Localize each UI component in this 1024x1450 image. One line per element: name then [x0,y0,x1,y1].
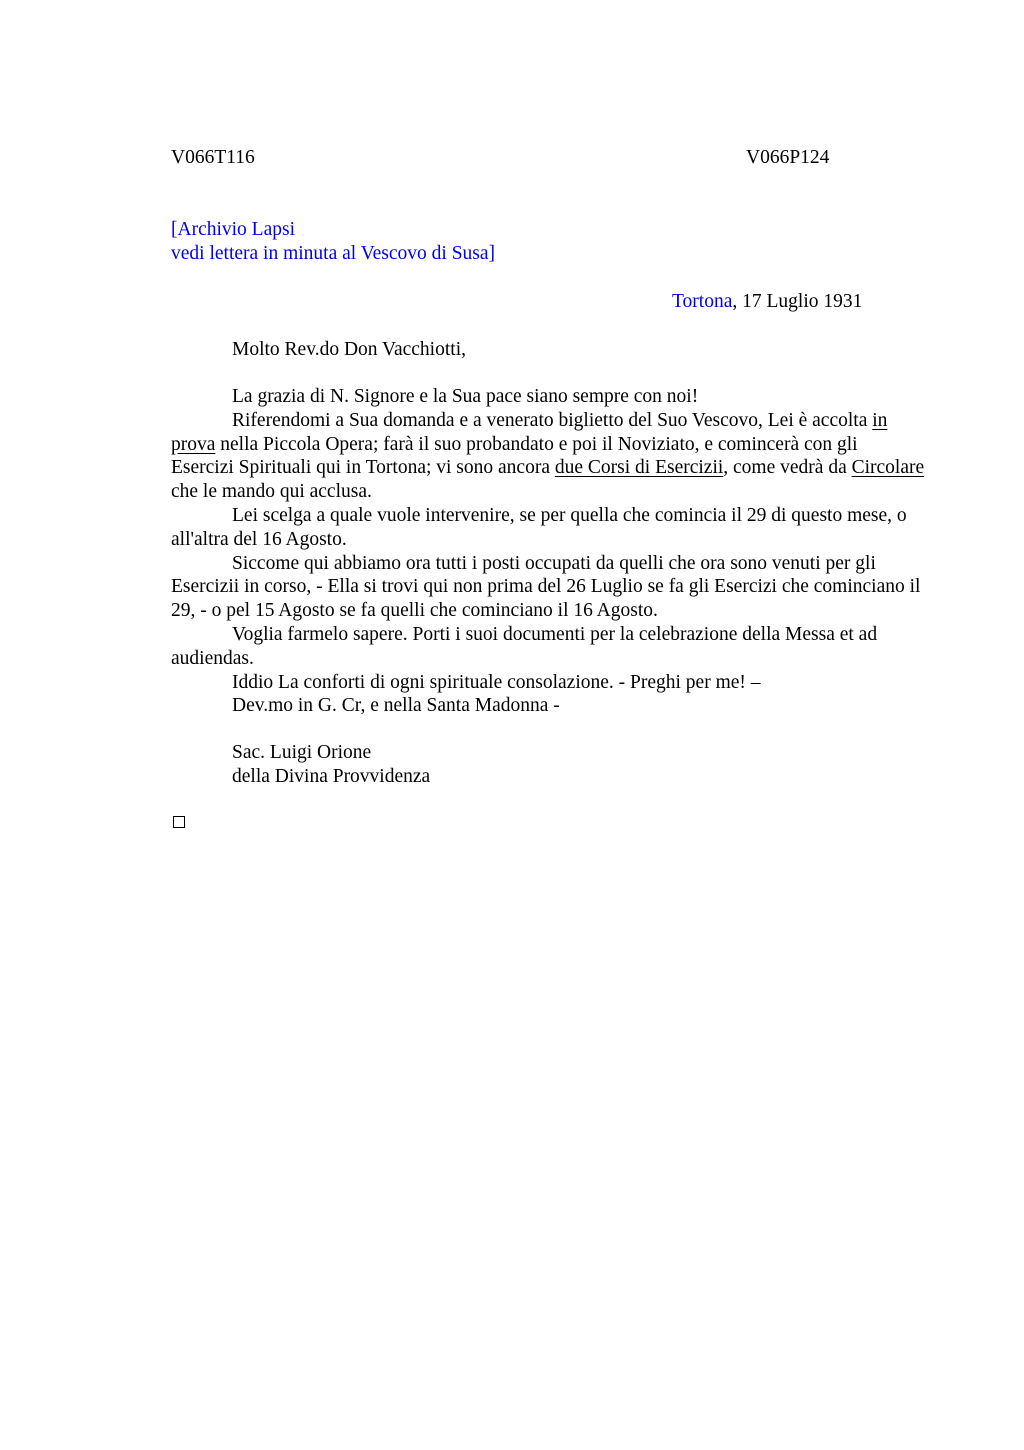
document-code-right: V066P124 [746,147,830,168]
end-box-icon [173,816,185,828]
acceptance-text-2: nella Piccola Opera; farà il suo probandato e poi il Noviziato, e comincerà con gli Esercizi Spirituali qui in Tortona; vi sono ancora [171,433,858,479]
arrival-paragraph: Siccome qui abbiamo ora tutti i posti occupati da quelli che ora sono venuti per gli Esercizii in corso, - Ella si trovi qui non prima del 26 Luglio se fa gli Esercizi che cominciano il 29, - o pel 15 Agosto se fa quelli che cominciano il 16 Agosto. [171,552,921,622]
acceptance-text-1: Riferendomi a Sua domanda e a venerato biglietto del Suo Vescovo, Lei è accolta [232,409,873,431]
signature-name: Sac. Luigi Orione [232,742,372,763]
dateline [672,290,862,314]
closing-line: Dev.mo in G. Cr, e nella Santa Madonna - [232,695,560,717]
choice-paragraph: Lei scelga a quale vuole intervenire, se per quella che comincia il 29 di questo mese, o all'altra del 16 Agosto. [171,504,907,550]
blessing-paragraph: Iddio La conforti di ogni spirituale consolazione. - Preghi per me! – [232,671,761,693]
underlined-in-prova: in prova [171,409,888,455]
greeting-paragraph: La grazia di N. Signore e la Sua pace siano sempre con noi! [232,386,699,407]
archive-note-line-2: vedi lettera in minuta al Vescovo di Susa] [171,243,496,264]
dateline-date: , 17 Luglio 1931 [732,291,863,312]
documents-paragraph: Voglia farmelo sapere. Porti i suoi documenti per la celebrazione della Messa et ad audiendas. [171,623,878,669]
archive-note-line-1: [Archivio Lapsi [171,219,296,240]
acceptance-text-4: che le mando qui acclusa. [171,481,372,503]
document-code-left: V066T116 [171,147,255,168]
acceptance-text-3: , come vedrà da [723,457,852,479]
letter-body [171,385,925,718]
acceptance-paragraph [171,409,925,504]
signature-title: della Divina Provvidenza [232,766,431,787]
underlined-corsi-esercizii: due Corsi di Esercizii [554,457,724,479]
underlined-circolare: Circolare [851,457,925,479]
dateline-place: Tortona [672,291,733,312]
salutation: Molto Rev.do Don Vacchiotti, [232,339,466,360]
